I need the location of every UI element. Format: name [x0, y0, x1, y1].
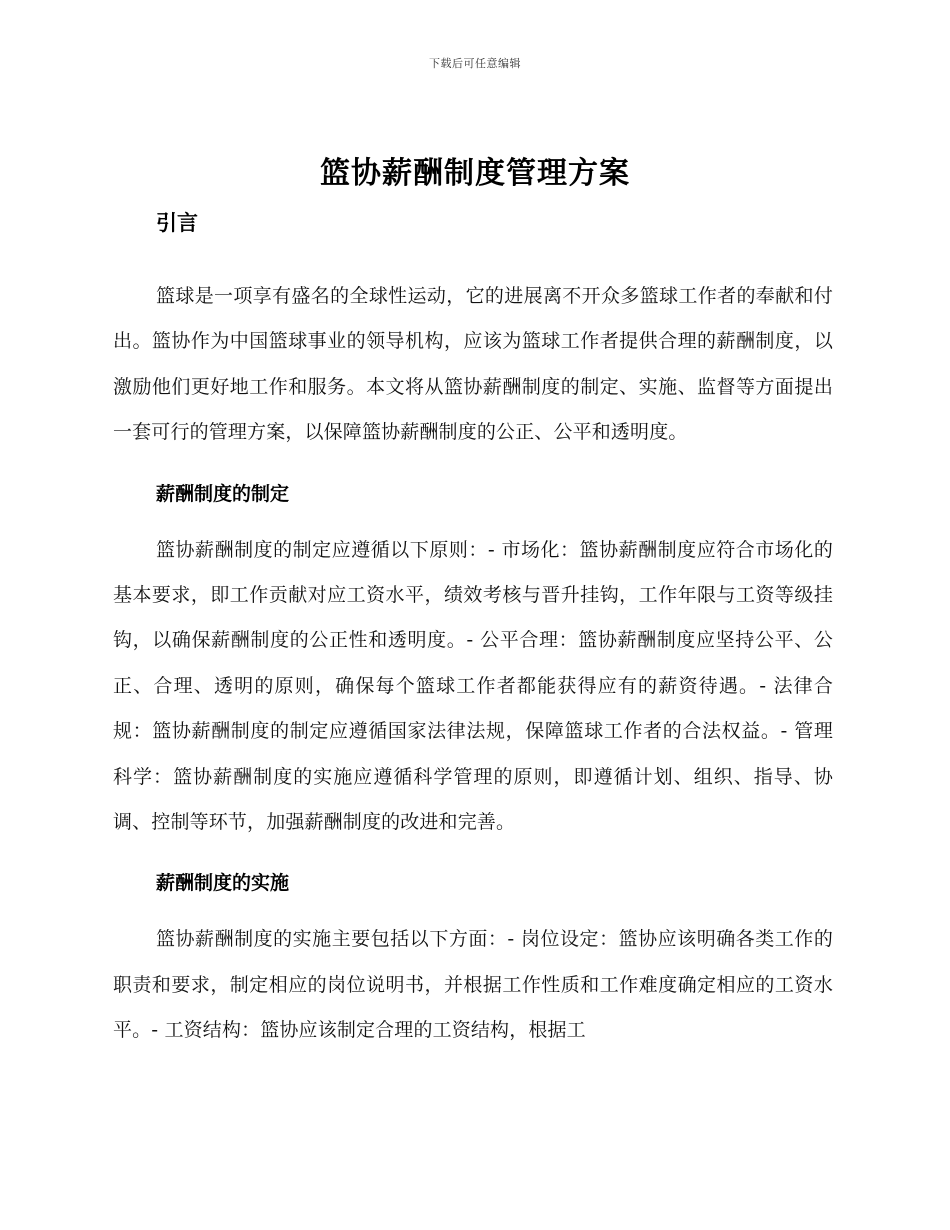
section-heading-formulation: 薪酬制度的制定	[156, 482, 290, 505]
section-heading-intro: 引言	[156, 211, 198, 235]
section-paragraph-implementation: 篮协薪酬制度的实施主要包括以下方面：- 岗位设定：篮协应该明确各类工作的职责和要求，制定相应的岗位说明书，并根据工作性质和工作难度确定相应的工资水平。- 工资结构：篮协应该制定合理的工资结构，根据工	[113, 928, 833, 1042]
section-paragraph-formulation: 篮协薪酬制度的制定应遵循以下原则：- 市场化：篮协薪酬制度应符合市场化的基本要求，即工作贡献对应工资水平，绩效考核与晋升挂钩，工作年限与工资等级挂钩，以确保薪酬制度的公正性和透明度。- 公平合理：篮协薪酬制度应坚持公平、公正、合理、透明的原则，确保每个篮球工作者都能获得应有的薪资待遇。- 法律合规：篮协薪酬制度的制定应遵循国家法律法规，保障篮球工作者的合法权益。- 管理科学：篮协薪酬制度的实施应遵循科学管理的原则，即遵循计划、组织、指导、协调、控制等环节，加强薪酬制度的改进和完善。	[113, 538, 833, 834]
header-note: 下载后可任意编辑	[429, 57, 521, 70]
section-heading-implementation: 薪酬制度的实施	[156, 872, 290, 895]
document-body	[113, 206, 833, 1054]
section-paragraph-intro: 篮球是一项享有盛名的全球性运动，它的进展离不开众多篮球工作者的奉献和付出。篮协作为中国篮球事业的领导机构，应该为篮球工作者提供合理的薪酬制度，以激励他们更好地工作和服务。本文将从篮协薪酬制度的制定、实施、监督等方面提出一套可行的管理方案，以保障篮协薪酬制度的公正、公平和透明度。	[113, 285, 833, 444]
document-title: 篮协薪酬制度管理方案	[320, 156, 630, 191]
